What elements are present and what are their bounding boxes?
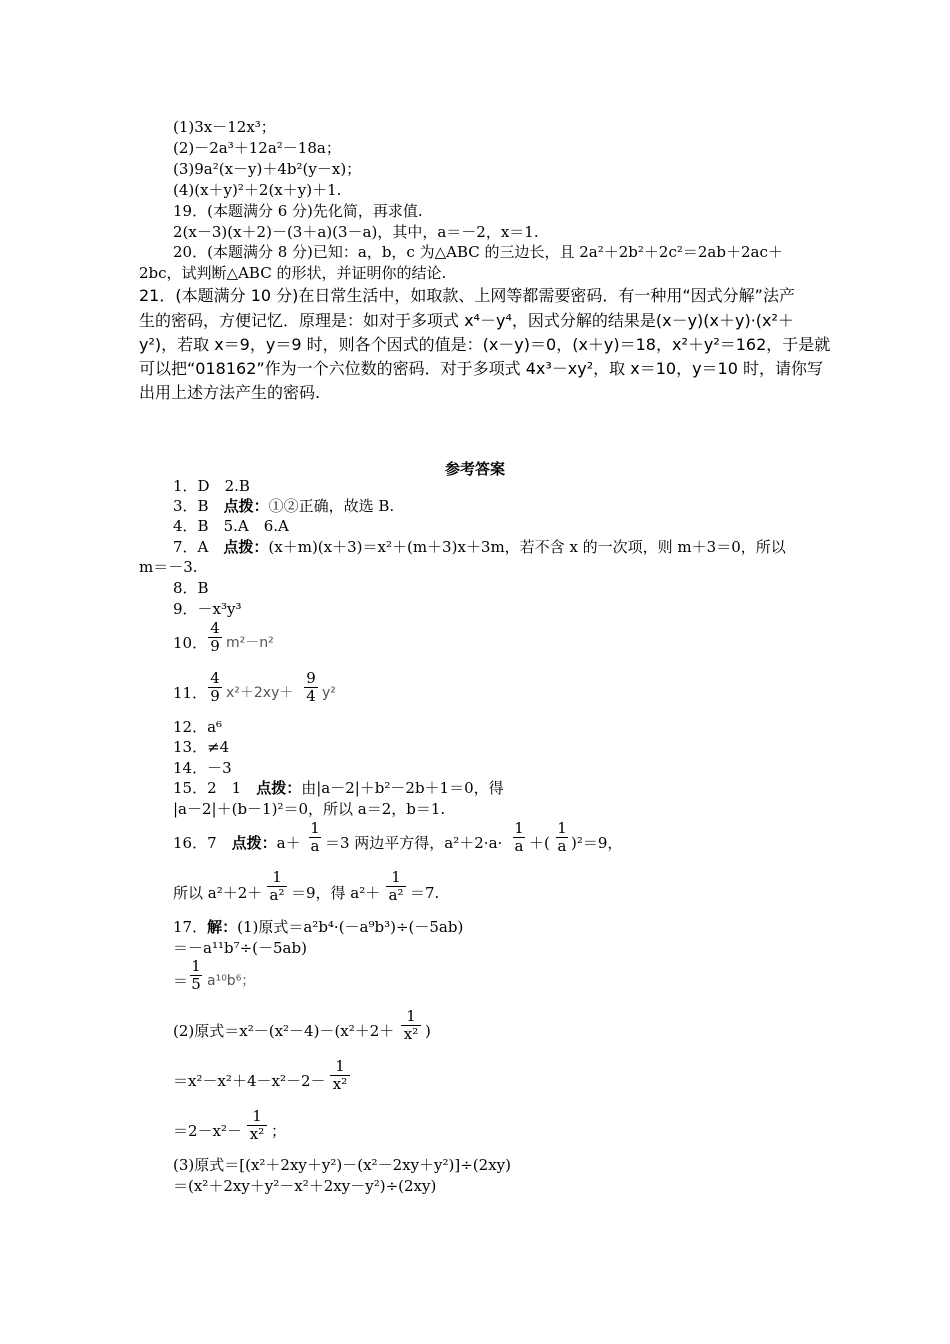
answer-10-fraction [208, 620, 222, 655]
answer-11-fraction-2 [304, 670, 318, 705]
problem-20-line2: 2bc，试判断△ABC 的形状，并证明你的结论. [139, 264, 447, 282]
problem-21-line5: 出用上述方法产生的密码. [139, 383, 321, 402]
numerator: 1 [401, 1008, 421, 1026]
answer-11-expr-2: y² [322, 685, 336, 701]
answer-16-text-4: )²＝9， [571, 834, 623, 852]
problem-18-3: (3)9a²(x－y)＋4b²(y－x)； [173, 160, 362, 178]
answer-16-fraction-5 [386, 869, 406, 904]
answer-17-1-line2: ＝－a¹¹b⁷÷(－5ab) [173, 939, 307, 957]
answer-11-num: 11． [173, 684, 208, 702]
numerator: 1 [386, 869, 406, 887]
answers-title: 参考答案 [444, 460, 505, 478]
answer-16-fraction-4 [267, 869, 287, 904]
denominator: 5 [191, 975, 201, 993]
hint-label: 点拨： [223, 497, 269, 515]
answer-3-num: 3．B [173, 497, 224, 515]
numerator: 1 [267, 869, 287, 887]
answer-17-2-line2: ＝x²－x²＋4－x²－2－ [173, 1072, 326, 1090]
numerator: 1 [191, 957, 201, 975]
numerator: 9 [304, 670, 318, 688]
denominator: 9 [210, 687, 220, 705]
problem-19-heading: 19．(本题满分 6 分)先化简，再求值. [173, 202, 423, 220]
problem-20-line1: 20．(本题满分 8 分)已知：a，b，c 为△ABC 的三边长，且 2a²＋2b²＋2c²＝2ab＋2ac＋ [173, 243, 783, 261]
answer-16-fraction-2 [513, 820, 525, 855]
answer-8: 8．B [173, 579, 209, 597]
answer-17-3-line2: ＝(x²＋2xy＋y²－x²＋2xy－y²)÷(2xy) [173, 1177, 437, 1195]
problem-21-line2: 生的密码，方便记忆．原理是：如对于多项式 x⁴－y⁴，因式分解的结果是(x－y)(x＋y)·(x²＋ [139, 311, 794, 330]
answer-17-2-line1-end: ) [425, 1022, 431, 1040]
answer-17-fraction-4 [247, 1108, 267, 1143]
answer-7-cont: m＝－3. [139, 558, 198, 576]
answer-7-num: 7．A [173, 538, 224, 556]
answer-10-expr: m²－n² [226, 635, 274, 651]
hint-label: 点拨： [256, 779, 302, 797]
answer-17-fraction-1 [190, 958, 202, 993]
answer-7-text: (x＋m)(x＋3)＝x²＋(m＋3)x＋3m，若不含 x 的一次项，则 m＋3＝0，所以 [268, 538, 786, 556]
answer-16-text-2: ＝3 两边平方得，a²＋2·a· [325, 834, 503, 852]
problem-21-line4: 可以把“018162”作为一个六位数的密码．对于多项式 4x³－xy²，取 x＝10，y＝10 时，请你写 [139, 359, 823, 378]
answer-16 [173, 834, 301, 852]
problem-19-body: 2(x－3)(x＋2)－(3＋a)(3－a)，其中，a＝－2，x＝1. [173, 223, 539, 241]
problem-21-line3: y²)，若取 x＝9，y＝9 时，则各个因式的值是：(x－y)＝0，(x＋y)＝18，x²＋y²＝162，于是就 [139, 335, 831, 354]
problem-21-line1: 21．(本题满分 10 分)在日常生活中，如取款、上网等都需要密码．有一种用“因式分解”法产 [139, 286, 795, 305]
answer-15-num: 15．2 1 [173, 779, 257, 797]
answer-17-fraction-3 [330, 1058, 350, 1093]
numerator: 4 [208, 670, 222, 688]
hint-label: 点拨： [231, 834, 277, 852]
answer-17-1-line3-eq: ＝ [173, 972, 189, 990]
denominator: a [310, 837, 320, 855]
answer-16-fraction-1 [309, 820, 321, 855]
answer-16-cont-3: ＝7. [410, 884, 440, 902]
problem-18-2: (2)－2a³＋12a²－18a； [173, 139, 341, 157]
denominator: a [514, 837, 524, 855]
answer-3-text: ①②正确，故选 B. [268, 497, 395, 515]
answer-1-2: 1．D 2.B [173, 477, 250, 495]
denominator: a² [388, 886, 404, 904]
answer-4-6: 4．B 5.A 6.A [173, 517, 289, 535]
answer-11-expr-1: x²＋2xy＋ [226, 685, 294, 701]
answer-17-3-line1: (3)原式＝[(x²＋2xy＋y²)－(x²－2xy＋y²)]÷(2xy) [173, 1156, 511, 1174]
problem-18-1: (1)3x－12x³； [173, 118, 276, 136]
answer-14: 14．－3 [173, 759, 232, 777]
answer-10-num: 10． [173, 634, 208, 652]
answer-17-text: (1)原式＝a²b⁴·(－a⁹b³)÷(－5ab) [237, 918, 464, 936]
answer-17-2-line3-end: ； [271, 1122, 287, 1140]
denominator: a² [269, 886, 285, 904]
denominator: a [557, 837, 567, 855]
answer-15-cont: |a－2|＋(b－1)²＝0，所以 a＝2，b＝1. [173, 800, 446, 818]
answer-16-cont-2: ＝9，得 a²＋ [291, 884, 381, 902]
denominator: 9 [210, 637, 220, 655]
hint-label: 点拨： [223, 538, 269, 556]
answer-17-fraction-2 [401, 1008, 421, 1043]
answer-17-2-line1: (2)原式＝x²－(x²－4)－(x²＋2＋ [173, 1022, 395, 1040]
answer-15 [173, 779, 504, 797]
answer-13: 13．≠4 [173, 738, 230, 756]
answer-17-1-line3-expr: a¹⁰b⁶； [207, 973, 256, 989]
denominator: x² [249, 1125, 265, 1143]
numerator: 1 [310, 819, 320, 837]
answer-16-cont-1: 所以 a²＋2＋ [173, 884, 263, 902]
answer-16-text-3: ＋( [529, 834, 550, 852]
numerator: 4 [208, 620, 222, 638]
answer-17-num: 17． [173, 918, 208, 936]
denominator: x² [332, 1075, 348, 1093]
answer-7 [173, 538, 786, 556]
answer-12: 12．a⁶ [173, 718, 223, 736]
denominator: x² [403, 1025, 419, 1043]
numerator: 1 [247, 1108, 267, 1126]
answer-3 [173, 497, 394, 515]
answer-16-num: 16．7 [173, 834, 232, 852]
answer-16-fraction-3 [556, 820, 568, 855]
solution-label: 解： [207, 918, 238, 936]
problem-18-4: (4)(x＋y)²＋2(x＋y)＋1. [173, 181, 342, 199]
answer-17-2-line3: ＝2－x²－ [173, 1122, 243, 1140]
answer-16-text-1: a＋ [276, 834, 301, 852]
answer-17-1 [173, 918, 463, 936]
answer-9: 9．－x³y³ [173, 600, 242, 618]
numerator: 1 [557, 819, 567, 837]
denominator: 4 [306, 687, 316, 705]
numerator: 1 [330, 1058, 350, 1076]
numerator: 1 [514, 819, 524, 837]
answer-11-fraction-1 [208, 670, 222, 705]
answer-15-text: 由|a－2|＋b²－2b＋1＝0，得 [301, 779, 504, 797]
